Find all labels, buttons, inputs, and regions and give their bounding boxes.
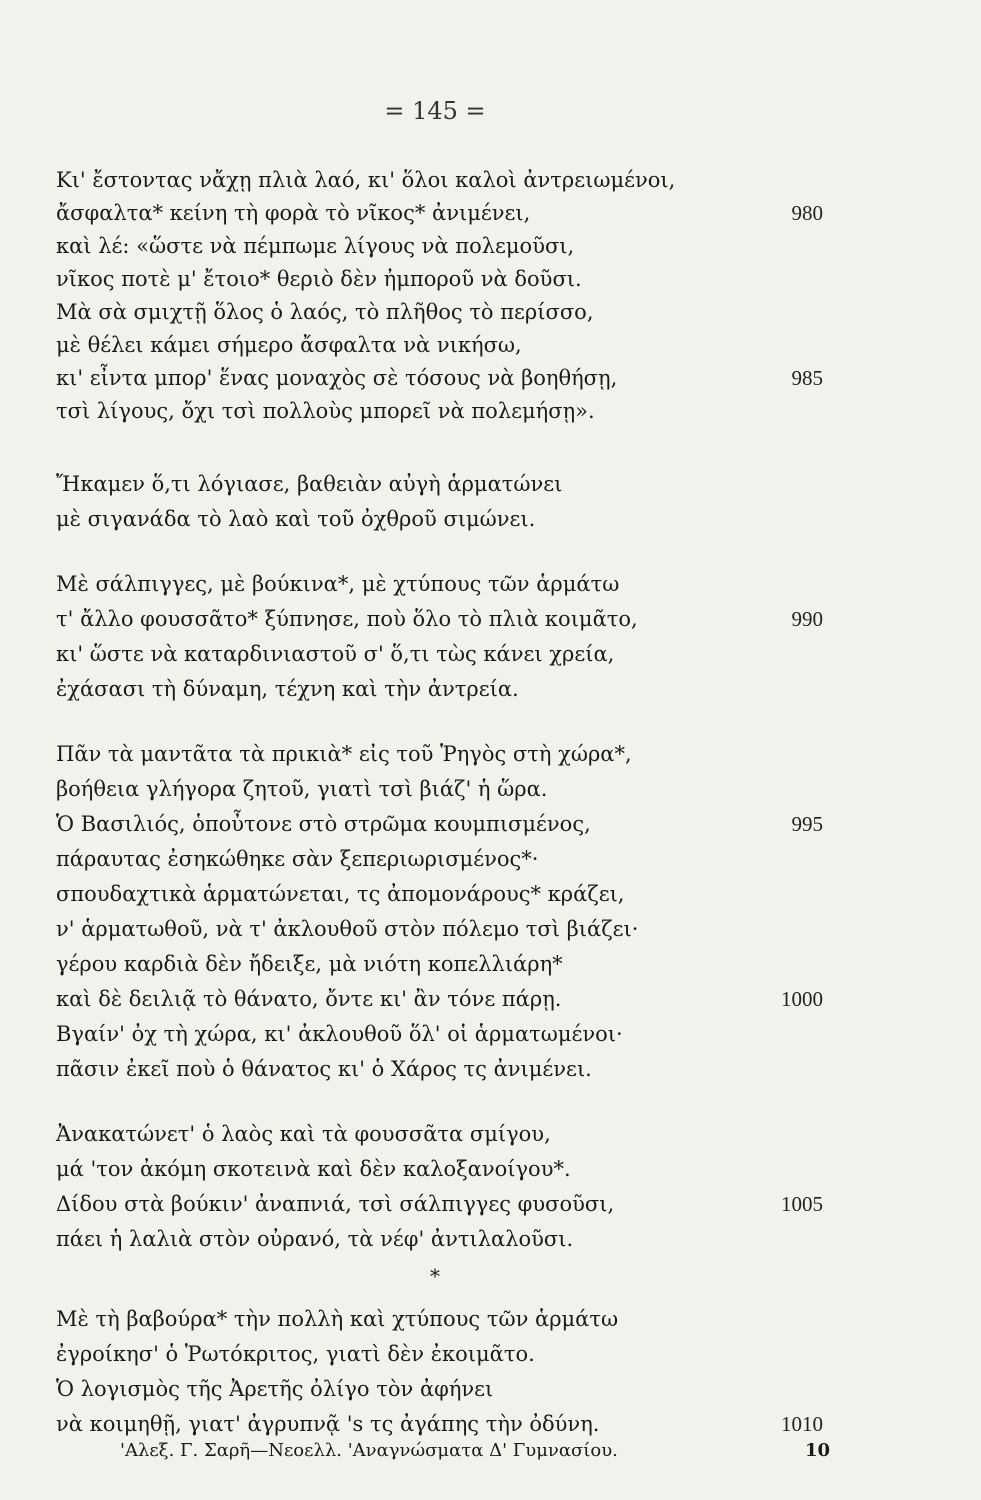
line-number: 1005	[781, 1192, 823, 1216]
verse-line: Ἀνακατώνετ' ὁ λαὸς καὶ τὰ φουσσᾶτα σμίγου,	[56, 1122, 551, 1146]
verse-line: ν' ἁρματωθοῦ, νὰ τ' ἀκλουθοῦ στὸν πόλεμο τσὶ βιάζει·	[56, 917, 639, 941]
signature-number: 10	[804, 1440, 830, 1461]
line-number: 990	[791, 607, 823, 631]
verse-line: πάει ἡ λαλιὰ στὸν οὐρανό, τὰ νέφ' ἀντιλαλοῦσι.	[56, 1227, 574, 1251]
verse-line: Πᾶν τὰ μαντᾶτα τὰ πρικιὰ* εἰς τοῦ Ῥηγὸς στὴ χώρα*,	[56, 742, 632, 766]
verse-line: Βγαίν' ὀχ τὴ χώρα, κι' ἀκλουθοῦ ὅλ' οἱ ἁρματωμένοι·	[56, 1022, 623, 1046]
verse-line: καὶ λέ: «ὥστε νὰ πέμπωμε λίγους νὰ πολεμοῦσι,	[56, 234, 575, 258]
verse-line: Ἤκαμεν ὅ,τι λόγιασε, βαθειὰν αὐγὴ ἁρματώνει	[56, 472, 563, 496]
verse-line: Ὁ Βασιλιός, ὁποὖτονε στὸ στρῶμα κουμπισμένος,	[56, 812, 591, 836]
footer-citation: 'Αλεξ. Γ. Σαρῆ—Νεοελλ. 'Αναγνώσματα Δ' Γυμνασίου.	[120, 1440, 618, 1461]
verse-line: Μὲ σάλπιγγες, μὲ βούκινα*, μὲ χτύπους τῶν ἁρμάτω	[56, 572, 620, 596]
section-separator: *	[430, 1264, 440, 1288]
verse-line: πᾶσιν ἐκεῖ ποὺ ὁ θάνατος κι' ὁ Χάρος τς ἀνιμένει.	[56, 1057, 592, 1081]
verse-line: Κι' ἔστοντας νἄχῃ πλιὰ λαό, κι' ὅλοι καλοὶ ἀντρειωμένοι,	[56, 168, 676, 192]
verse-line: κι' ὥστε νὰ καταρδινιαστοῦ σ' ὅ,τι τὼς κάνει χρεία,	[56, 642, 615, 666]
line-number: 980	[791, 201, 823, 225]
verse-line: καὶ δὲ δειλιᾷ τὸ θάνατο, ὄντε κι' ἂν τόνε πάρῃ.	[56, 987, 562, 1011]
verse-line: τσὶ λίγους, ὄχι τσὶ πολλοὺς μπορεῖ νὰ πολεμήσῃ».	[56, 399, 595, 423]
verse-line: νῖκος ποτὲ μ' ἔτοιο* θεριὸ δὲν ἠμποροῦ νὰ δοῦσι.	[56, 267, 582, 291]
verse-line: γέρου καρδιὰ δὲν ἤδειξε, μὰ νιότη κοπελλιάρη*	[56, 952, 563, 976]
verse-line: μὲ θέλει κάμει σήμερο ἄσφαλτα νὰ νικήσω,	[56, 333, 522, 357]
line-number: 1010	[781, 1412, 823, 1436]
verse-line: ἐγροίκησ' ὁ Ῥωτόκριτος, γιατὶ δὲν ἐκοιμᾶτο.	[56, 1342, 535, 1366]
verse-line: σπουδαχτικὰ ἁρματώνεται, τς ἀπομονάρους* κράζει,	[56, 882, 625, 906]
page-footer	[120, 1440, 830, 1461]
verse-line: ἄσφαλτα* κείνη τὴ φορὰ τὸ νῖκος* ἀνιμένει,	[56, 201, 531, 225]
verse-line: κι' εἶντα μπορ' ἕνας μοναχὸς σὲ τόσους νὰ βοηθήσῃ,	[56, 366, 618, 390]
verse-line: βοήθεια γλήγορα ζητοῦ, γιατὶ τσὶ βιάζ' ἡ ὥρα.	[56, 777, 548, 801]
verse-line: Μὰ σὰ σμιχτῇ ὅλος ὁ λαός, τὸ πλῆθος τὸ περίσσο,	[56, 300, 594, 324]
verse-line: ἐχάσασι τὴ δύναμη, τέχνη καὶ τὴν ἀντρεία.	[56, 677, 519, 701]
line-number: 985	[791, 366, 823, 390]
verse-line: πάραυτας ἐσηκώθηκε σὰν ξεπεριωρισμένος*·	[56, 847, 539, 871]
page-header: = 145 =	[384, 97, 486, 125]
verse-line: μά 'τον ἀκόμη σκοτεινὰ καὶ δὲν καλοξανοίγου*.	[56, 1157, 571, 1181]
verse-line: τ' ἄλλο φουσσᾶτο* ξύπνησε, ποὺ ὅλο τὸ πλιὰ κοιμᾶτο,	[56, 607, 638, 631]
line-number: 1000	[781, 987, 823, 1011]
line-number: 995	[791, 812, 823, 836]
verse-line: Μὲ τὴ βαβούρα* τὴν πολλὴ καὶ χτύπους τῶν ἁρμάτω	[56, 1307, 619, 1331]
verse-line: νὰ κοιμηθῇ, γιατ' ἀγρυπνᾷ 's τς ἀγάπης τὴν ὀδύνη.	[56, 1412, 600, 1436]
verse-line: μὲ σιγανάδα τὸ λαὸ καὶ τοῦ ὀχθροῦ σιμώνει.	[56, 507, 536, 531]
verse-line: Ὁ λογισμὸς τῆς Ἀρετῆς ὀλίγο τὸν ἀφήνει	[56, 1377, 494, 1401]
verse-line: Δίδου στὰ βούκιν' ἀναπνιά, τσὶ σάλπιγγες φυσοῦσι,	[56, 1192, 615, 1216]
